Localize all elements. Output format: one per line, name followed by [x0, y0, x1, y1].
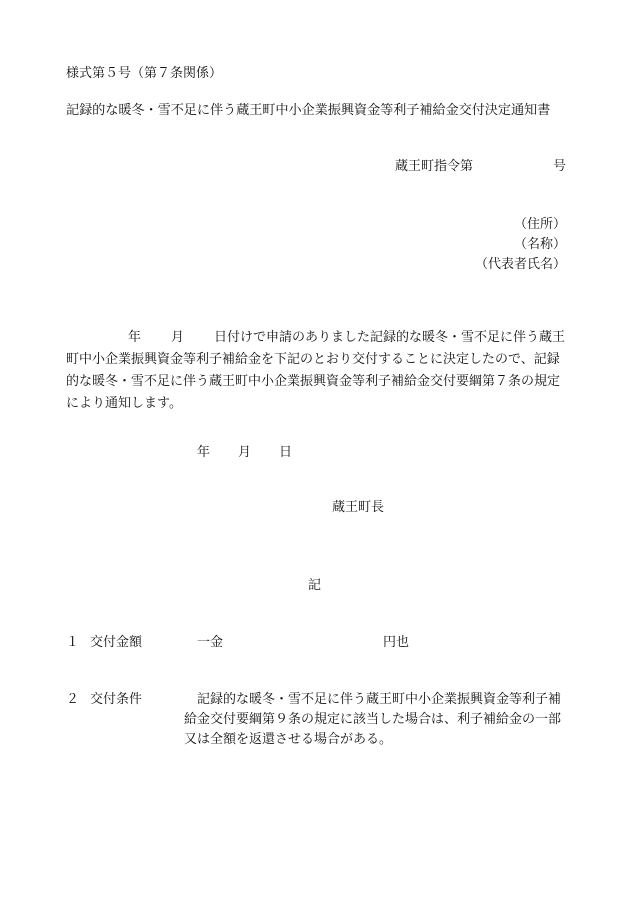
- addressee-block: [475, 215, 566, 275]
- item-2-number: ２: [66, 692, 80, 707]
- notice-body-line-4: により通知します。: [66, 396, 182, 411]
- notice-body: [66, 327, 570, 415]
- issue-date: [197, 443, 292, 462]
- reference-number-suffix: 号: [553, 159, 567, 174]
- form-number: 様式第５号（第７条関係）: [66, 66, 223, 81]
- reference-number-prefix: 蔵王町指令第: [395, 159, 474, 174]
- issue-year-label: 年: [197, 445, 211, 460]
- item-2-line-3: 又は全額を返還させる場合がある。: [184, 732, 393, 747]
- item-1-label: 交付金額: [90, 635, 143, 650]
- item-2-conditions: [184, 690, 574, 750]
- application-year-label: 年: [128, 330, 142, 345]
- addressee-representative: （代表者氏名）: [474, 257, 566, 272]
- item-2-label: 交付条件: [90, 692, 143, 707]
- issuer-name: 蔵王町長: [332, 500, 385, 515]
- notice-body-line-1: 年 月 日付けで申請のありました記録的な暖冬・雪不足に伴う蔵王: [128, 330, 566, 345]
- ki-heading: 記: [308, 578, 322, 593]
- document-title: 記録的な暖冬・雪不足に伴う蔵王町中小企業振興資金等利子補給金交付決定通知書: [66, 103, 551, 118]
- item-1-number: １: [66, 635, 80, 650]
- item-2-line-1: 記録的な暖冬・雪不足に伴う蔵王町中小企業振興資金等利子補: [197, 692, 562, 707]
- application-month-label: 月: [171, 330, 185, 345]
- issue-month-label: 月: [238, 445, 252, 460]
- notice-body-line-3: 的な暖冬・雪不足に伴う蔵王町中小企業振興資金等利子補給金交付要綱第７条の規定: [66, 374, 561, 389]
- notice-body-line-2: 町中小企業振興資金等利子補給金を下記のとおり交付することに決定したので、記録: [66, 352, 560, 367]
- item-1-value: 一金: [197, 635, 224, 650]
- addressee-name: （名称）: [513, 237, 566, 252]
- addressee-address: （住所）: [513, 217, 566, 232]
- issue-day-label: 日: [279, 445, 293, 460]
- item-2-line-2: 給金交付要綱第９条の規定に該当した場合は、利子補給金の一部: [184, 712, 562, 727]
- item-1-unit: 円也: [383, 635, 410, 650]
